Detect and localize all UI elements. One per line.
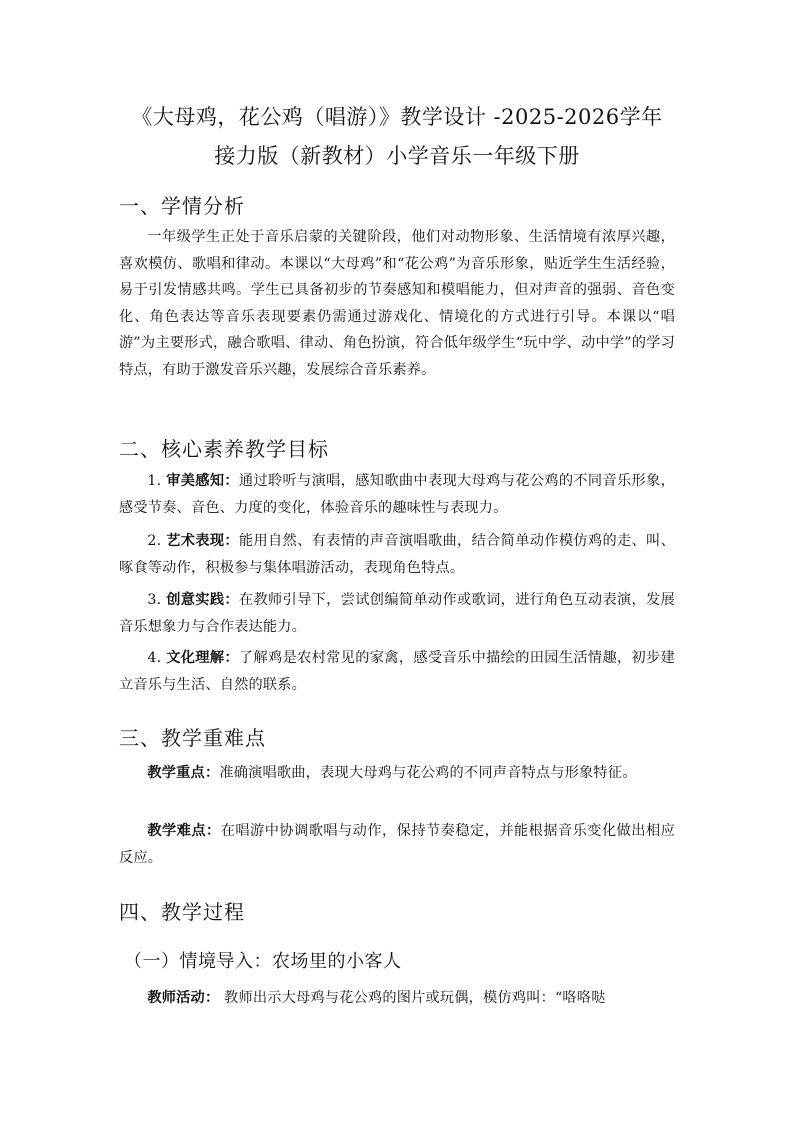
teacher-activity-paragraph (119, 985, 675, 1012)
objective-lead: 创意实践： (166, 592, 239, 608)
objective-item-2 (119, 528, 675, 581)
objective-lead: 审美感知： (166, 473, 239, 489)
objective-lead: 艺术表现： (166, 533, 239, 549)
objective-text: 在教师引导下，尝试创编简单动作或歌词，进行角色互动表演，发展音乐想象力与合作表达能力。 (119, 592, 675, 635)
objective-text: 能用自然、有表情的声音演唱歌曲，结合简单动作模仿鸡的走、叫、啄食等动作，积极参与集体唱游活动，表现角色特点。 (119, 533, 675, 576)
objective-item-1 (119, 468, 675, 521)
section-heading-objectives: 二、核心素养教学目标 (119, 437, 329, 461)
section-heading-process: 四、教学过程 (119, 900, 245, 924)
section-heading-key-points: 三、教学重难点 (119, 726, 266, 750)
objective-number: 1. (147, 473, 162, 489)
objective-number: 3. (147, 592, 162, 608)
objective-number: 2. (147, 533, 162, 549)
analysis-paragraph: 一年级学生正处于音乐启蒙的关键阶段，他们对动物形象、生活情境有浓厚兴趣，喜欢模仿、歌唱和律动。本课以“大母鸡”和“花公鸡”为音乐形象，贴近学生生活经验，易于引发情感共鸣。学生已具备初步的节奏感知和模唱能力，但对声音的强弱、音色变化、角色表达等音乐表现要素仍需通过游戏化、情境化的方式进行引导。本课以“唱游”为主要形式，融合歌唱、律动、角色扮演，符合低年级学生“玩中学、动中学”的学习特点，有助于激发音乐兴趣，发展综合音乐素养。 (119, 229, 675, 378)
objective-text: 通过聆听与演唱，感知歌曲中表现大母鸡与花公鸡的不同音乐形象，感受节奏、音色、力度的变化，体验音乐的趣味性与表现力。 (119, 473, 675, 516)
section-heading-analysis: 一、学情分析 (119, 194, 245, 218)
subsection-heading-intro: （一）情境导入：农场里的小客人 (124, 951, 402, 972)
objective-number: 4. (147, 650, 162, 666)
key-point-lead: 教学重点： (147, 765, 220, 781)
objective-item-4 (119, 645, 675, 698)
difficulty-paragraph (119, 818, 675, 871)
key-point-paragraph (119, 760, 675, 787)
difficulty-lead: 教学难点： (147, 823, 221, 839)
objective-item-3 (119, 587, 675, 640)
document-title-line2: 接力版（新教材）小学音乐一年级下册 (214, 144, 580, 168)
objective-text: 了解鸡是农村常见的家禽，感受音乐中描绘的田园生活情趣，初步建立音乐与生活、自然的联系。 (119, 650, 675, 693)
objective-lead: 文化理解： (166, 650, 239, 666)
document-title-line1: 《大母鸡，花公鸡（唱游）》教学设计 -2025-2026学年 (131, 105, 663, 129)
difficulty-text: 在唱游中协调歌唱与动作，保持节奏稳定，并能根据音乐变化做出相应反应。 (119, 823, 675, 866)
teacher-activity-text: 教师出示大母鸡与花公鸡的图片或玩偶，模仿鸡叫：“咯咯哒 (219, 990, 606, 1006)
key-point-text: 准确演唱歌曲，表现大母鸡与花公鸡的不同声音特点与形象特征。 (219, 765, 637, 781)
teacher-activity-lead: 教师活动： (147, 990, 220, 1006)
